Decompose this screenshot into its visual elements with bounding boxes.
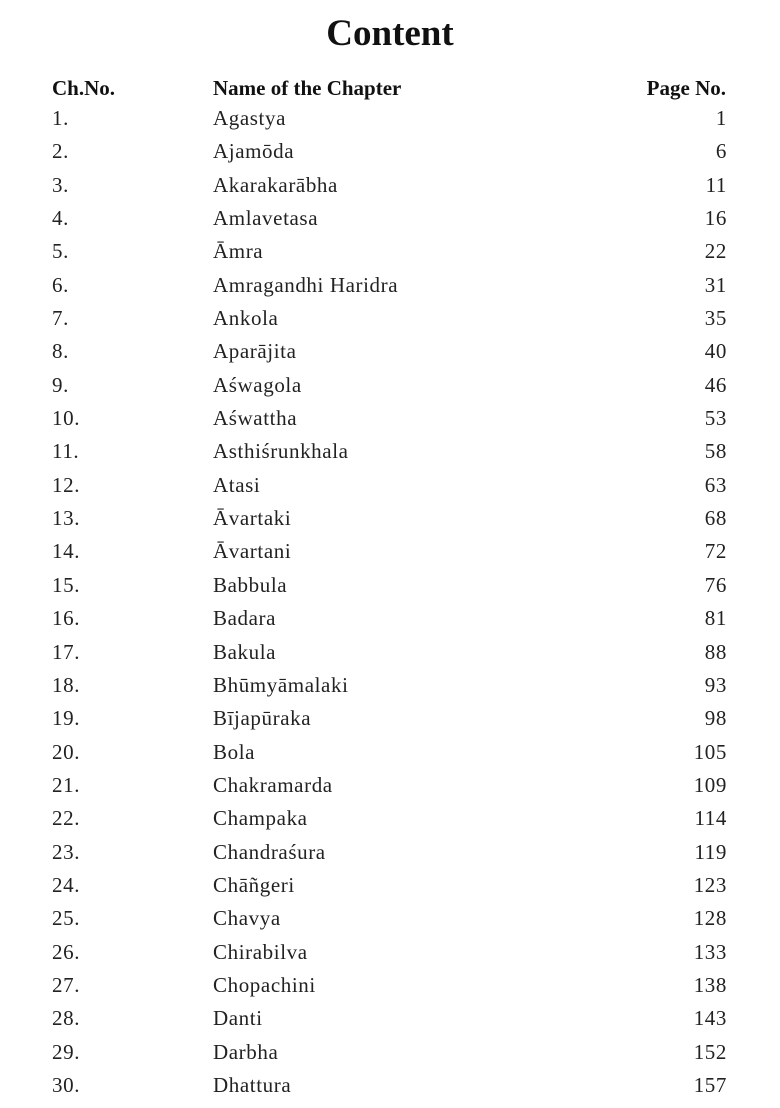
- chapter-name: Chavya: [213, 906, 281, 931]
- table-row: [0, 171, 780, 204]
- table-row: [0, 204, 780, 237]
- chapter-number: 25.: [52, 906, 81, 931]
- chapter-number: 9.: [52, 372, 69, 397]
- chapter-name: Akarakarābha: [213, 172, 338, 197]
- page-number: 6: [715, 139, 727, 164]
- page-number: 93: [704, 672, 727, 697]
- chapter-name: Bhūmyāmalaki: [213, 672, 349, 697]
- page-number: 138: [693, 972, 727, 997]
- chapter-name: Chopachini: [213, 972, 316, 997]
- page-number: 58: [704, 439, 727, 464]
- chapter-number: 16.: [52, 606, 81, 631]
- page-number: 53: [704, 406, 727, 431]
- chapter-number: 8.: [52, 339, 69, 364]
- chapter-number: 3.: [52, 172, 69, 197]
- table-row: [0, 971, 780, 1004]
- chapter-number: 18.: [52, 672, 81, 697]
- page-number: 105: [693, 739, 727, 764]
- page-number: 128: [693, 906, 727, 931]
- chapter-number: 2.: [52, 139, 69, 164]
- chapter-name: Aparājita: [213, 339, 297, 364]
- chapter-number: 4.: [52, 206, 69, 231]
- table-row: [0, 237, 780, 270]
- chapter-number: 6.: [52, 272, 69, 297]
- table-row: [0, 371, 780, 404]
- page-number: 31: [704, 272, 727, 297]
- page-number: 98: [704, 706, 727, 731]
- table-row: [0, 671, 780, 704]
- page-number: 133: [693, 939, 727, 964]
- chapter-number: 21.: [52, 772, 81, 797]
- table-row: [0, 638, 780, 671]
- table-row: [0, 738, 780, 771]
- page-number: 152: [693, 1039, 727, 1064]
- chapter-number: 15.: [52, 572, 81, 597]
- chapter-number: 24.: [52, 872, 81, 897]
- chapter-number: 7.: [52, 306, 69, 331]
- chapter-name: Amragandhi Haridra: [213, 272, 399, 297]
- chapter-name: Amlavetasa: [213, 206, 319, 231]
- chapter-name: Ajamōda: [213, 139, 295, 164]
- page-number: 22: [704, 239, 727, 264]
- table-row: [0, 804, 780, 837]
- table-row: [0, 938, 780, 971]
- page-number: 68: [704, 506, 727, 531]
- chapter-name: Bījapūraka: [213, 706, 312, 731]
- chapter-number: 20.: [52, 739, 81, 764]
- chapter-name: Agastya: [213, 106, 287, 130]
- table-row: [0, 771, 780, 804]
- chapter-name: Ankola: [213, 306, 279, 331]
- chapter-number: 28.: [52, 1006, 81, 1031]
- table-row: [0, 137, 780, 170]
- table-row: [0, 337, 780, 370]
- table-row: [0, 871, 780, 904]
- chapter-number: 13.: [52, 506, 81, 531]
- header-chapter-number: Ch.No.: [52, 76, 116, 100]
- chapter-name: Badara: [213, 606, 277, 631]
- chapter-name: Chandraśura: [213, 839, 326, 864]
- page-number: 72: [704, 539, 727, 564]
- chapter-number: 29.: [52, 1039, 81, 1064]
- chapter-number: 27.: [52, 972, 81, 997]
- header-chapter-name: Name of the Chapter: [213, 76, 402, 100]
- chapter-name: Āvartani: [213, 539, 292, 564]
- table-row: [0, 304, 780, 337]
- chapter-number: 19.: [52, 706, 81, 731]
- table-row: [0, 604, 780, 637]
- chapter-name: Aśwattha: [213, 406, 298, 431]
- chapter-name: Āmra: [213, 239, 264, 264]
- chapter-number: 22.: [52, 806, 81, 831]
- page-number: 88: [704, 639, 727, 664]
- chapter-number: 1.: [52, 106, 69, 130]
- page-number: 1: [715, 106, 727, 130]
- table-row: [0, 437, 780, 470]
- table-row: [0, 838, 780, 871]
- page-number: 76: [704, 572, 727, 597]
- table-row: [0, 1038, 780, 1071]
- table-row: [0, 571, 780, 604]
- chapter-number: 17.: [52, 639, 81, 664]
- page-number: 119: [694, 839, 727, 864]
- page-number: 11: [705, 172, 727, 197]
- chapter-number: 26.: [52, 939, 81, 964]
- chapter-number: 23.: [52, 839, 81, 864]
- chapter-number: 11.: [52, 439, 80, 464]
- page-number: 143: [693, 1006, 727, 1031]
- page-number: 40: [704, 339, 727, 364]
- table-row: [0, 504, 780, 537]
- page-title: Content: [326, 13, 454, 54]
- chapter-name: Bakula: [213, 639, 277, 664]
- table-row: [0, 471, 780, 504]
- page-number: 114: [694, 806, 727, 831]
- table-row: [0, 537, 780, 570]
- contents-table: [0, 104, 780, 1104]
- page-number: 16: [704, 206, 727, 231]
- chapter-name: Babbula: [213, 572, 288, 597]
- chapter-name: Aśwagola: [213, 372, 302, 397]
- page-number: 123: [693, 872, 727, 897]
- page-number: 157: [693, 1072, 727, 1097]
- chapter-number: 10.: [52, 406, 81, 431]
- chapter-name: Asthiśrunkhala: [213, 439, 349, 464]
- chapter-name: Chāñgeri: [213, 872, 295, 897]
- table-row: [0, 704, 780, 737]
- chapter-name: Darbha: [213, 1039, 279, 1064]
- chapter-name: Āvartaki: [213, 506, 292, 531]
- chapter-name: Bola: [213, 739, 256, 764]
- chapter-name: Chakramarda: [213, 772, 333, 797]
- chapter-name: Danti: [213, 1006, 263, 1031]
- chapter-name: Dhattura: [213, 1072, 292, 1097]
- page-number: 46: [704, 372, 727, 397]
- table-row: [0, 1071, 780, 1104]
- table-row: [0, 1004, 780, 1037]
- page-number: 63: [704, 472, 727, 497]
- chapter-name: Chirabilva: [213, 939, 308, 964]
- table-row: [0, 404, 780, 437]
- page-number: 109: [693, 772, 727, 797]
- page-number: 81: [704, 606, 727, 631]
- chapter-name: Champaka: [213, 806, 308, 831]
- page-number: 35: [704, 306, 727, 331]
- table-row: [0, 904, 780, 937]
- table-row: [0, 104, 780, 137]
- chapter-name: Atasi: [213, 472, 261, 497]
- chapter-number: 5.: [52, 239, 69, 264]
- table-row: [0, 271, 780, 304]
- chapter-number: 12.: [52, 472, 81, 497]
- chapter-number: 14.: [52, 539, 81, 564]
- header-page-number: Page No.: [646, 76, 726, 100]
- chapter-number: 30.: [52, 1072, 81, 1097]
